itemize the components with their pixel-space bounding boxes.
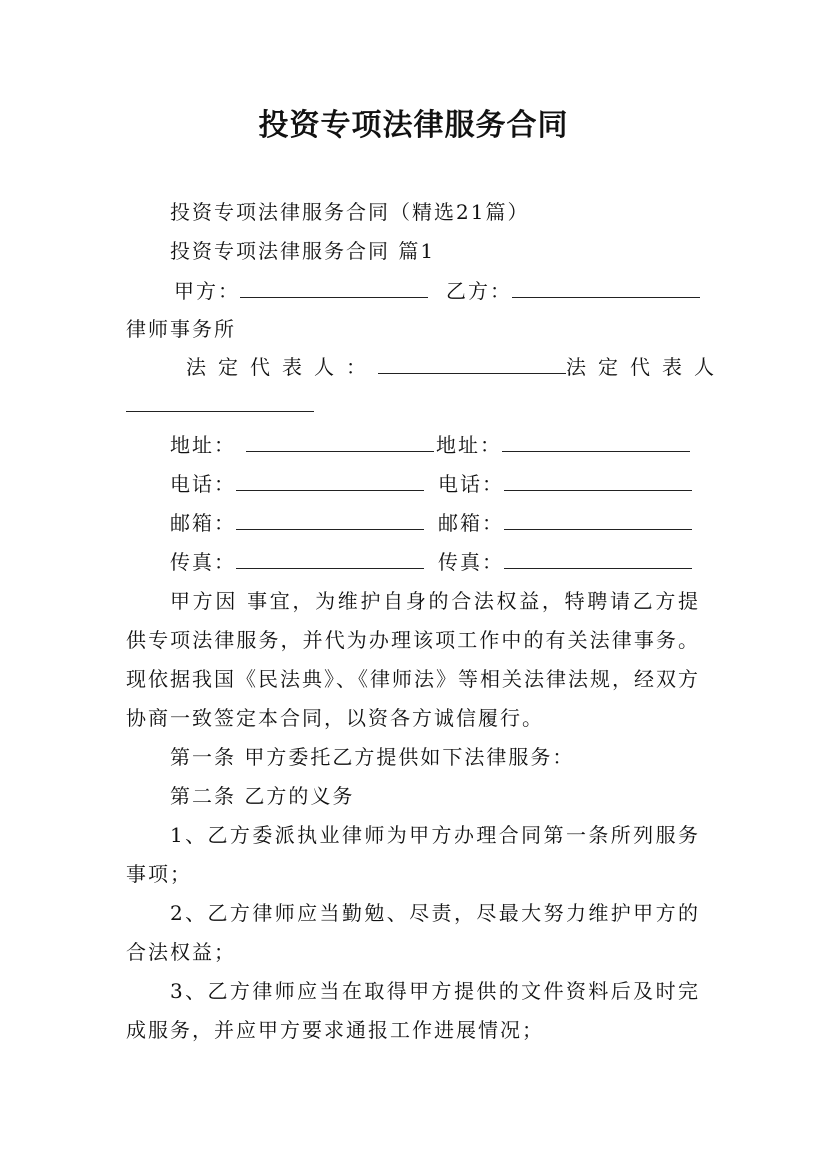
email-a-blank[interactable] xyxy=(236,511,424,530)
fax-b-blank[interactable] xyxy=(504,550,692,569)
item-1-line: 事项； xyxy=(126,862,192,886)
fax-b-label: 传真： xyxy=(438,550,504,574)
intro-paragraph-line: 甲方因 事宜，为维护自身的合法权益，特聘请乙方提 xyxy=(170,589,700,613)
address-a-label: 地址： xyxy=(170,433,236,457)
address-a-row xyxy=(170,433,434,457)
party-a-blank[interactable] xyxy=(240,279,428,298)
item-3-line: 3、乙方律师应当在取得甲方提供的文件资料后及时完 xyxy=(170,979,700,1003)
email-b-blank[interactable] xyxy=(504,511,692,530)
section-heading: 投资专项法律服务合同 篇1 xyxy=(170,239,436,263)
phone-b-label: 电话： xyxy=(438,472,504,496)
email-a-row xyxy=(170,511,424,535)
phone-b-blank[interactable] xyxy=(504,472,692,491)
address-b-row xyxy=(436,433,690,457)
phone-b-row xyxy=(438,472,692,496)
address-b-blank[interactable] xyxy=(502,433,690,452)
legal-rep-b-label: 法定代表人 xyxy=(566,355,726,379)
intro-paragraph-line: 供专项法律服务，并代为办理该项工作中的有关法律事务。 xyxy=(126,628,700,652)
law-firm: 律师事务所 xyxy=(126,317,236,341)
article-2: 第二条 乙方的义务 xyxy=(170,784,355,808)
party-b-label: 乙方： xyxy=(446,279,512,303)
fax-a-label: 传真： xyxy=(170,550,236,574)
legal-rep-b-row xyxy=(126,393,314,417)
intro-paragraph-line: 现依据我国《民法典》、《律师法》等相关法律法规，经双方 xyxy=(126,667,700,691)
party-a-row xyxy=(174,279,428,303)
document-subtitle: 投资专项法律服务合同（精选21篇） xyxy=(170,200,530,224)
fax-b-row xyxy=(438,550,692,574)
email-b-label: 邮箱： xyxy=(438,511,504,535)
phone-a-blank[interactable] xyxy=(236,472,424,491)
article-1: 第一条 甲方委托乙方提供如下法律服务： xyxy=(170,745,575,769)
address-a-blank[interactable] xyxy=(246,433,434,452)
legal-rep-a-row xyxy=(186,355,566,379)
fax-a-row xyxy=(170,550,424,574)
phone-a-label: 电话： xyxy=(170,472,236,496)
document-title: 投资专项法律服务合同 xyxy=(258,108,569,143)
party-b-row xyxy=(446,279,700,303)
phone-a-row xyxy=(170,472,424,496)
legal-rep-a-label: 法定代表人： xyxy=(186,355,378,379)
intro-paragraph-line: 协商一致签定本合同，以资各方诚信履行。 xyxy=(126,706,544,730)
legal-rep-a-blank[interactable] xyxy=(378,355,566,374)
address-b-label: 地址： xyxy=(436,433,502,457)
party-b-blank[interactable] xyxy=(512,279,700,298)
legal-rep-b-blank[interactable] xyxy=(126,393,314,412)
item-2-line: 合法权益； xyxy=(126,940,236,964)
email-b-row xyxy=(438,511,692,535)
email-a-label: 邮箱： xyxy=(170,511,236,535)
fax-a-blank[interactable] xyxy=(236,550,424,569)
party-a-label: 甲方： xyxy=(174,279,240,303)
item-2-line: 2、乙方律师应当勤勉、尽责，尽最大努力维护甲方的 xyxy=(170,901,700,925)
item-1-line: 1、乙方委派执业律师为甲方办理合同第一条所列服务 xyxy=(170,823,700,847)
item-3-line: 成服务，并应甲方要求通报工作进展情况； xyxy=(126,1018,544,1042)
